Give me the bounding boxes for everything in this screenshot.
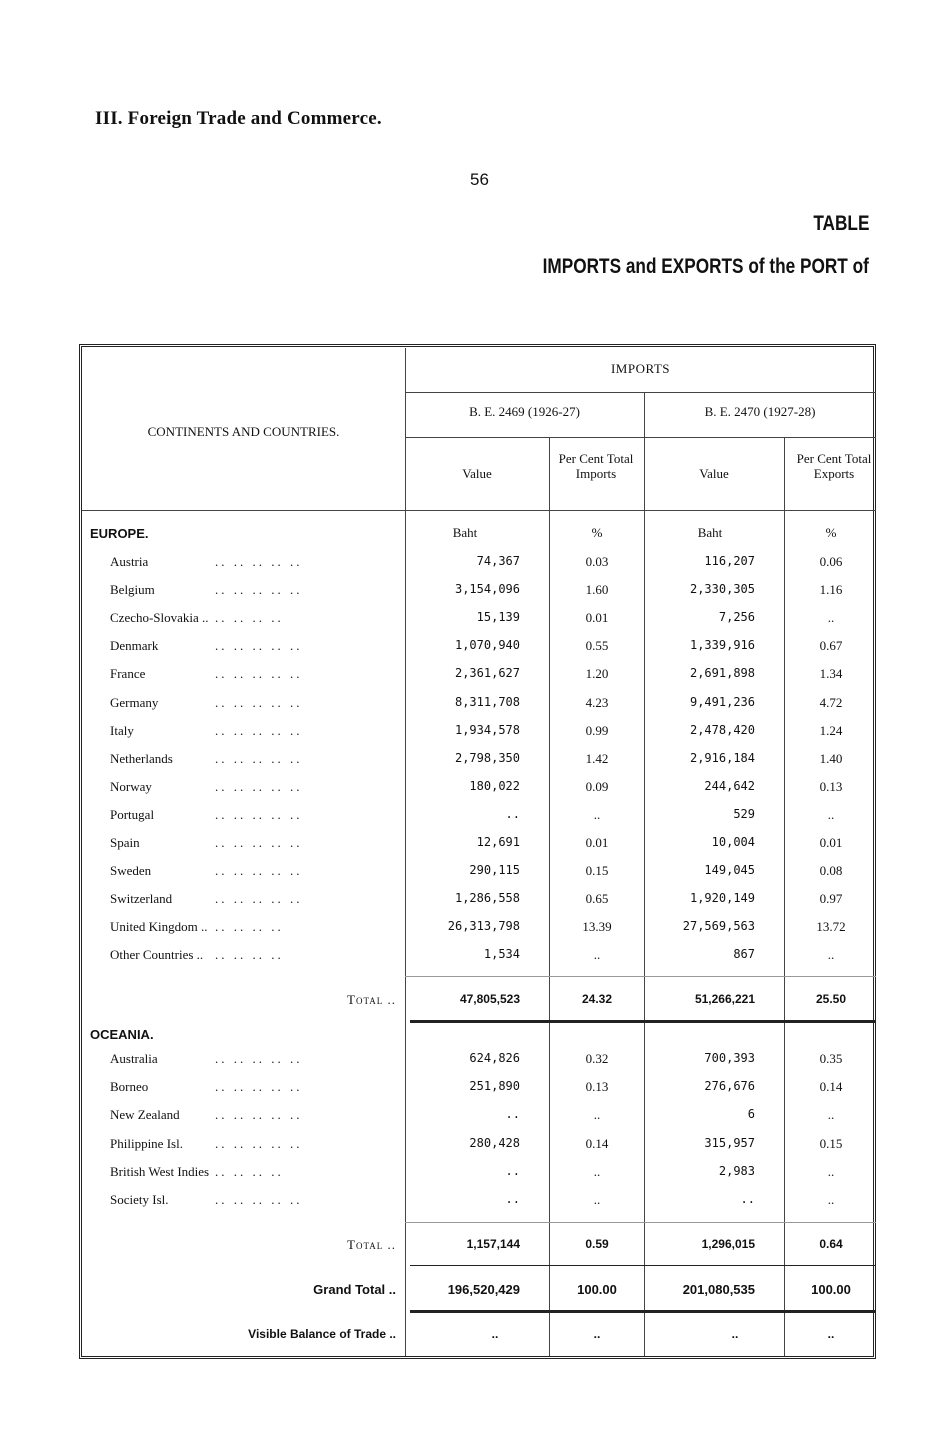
- percent-1926: 0.03: [585, 554, 609, 569]
- country-name: Norway: [110, 778, 152, 794]
- page-number: 56: [470, 170, 489, 189]
- unit-baht: Baht: [697, 525, 723, 540]
- leader-dots: .. .. .. .. ..: [215, 863, 303, 879]
- country-name: Philippine Isl.: [110, 1135, 183, 1151]
- value-1926: 2,361,627: [454, 666, 520, 681]
- leader-dots: .. .. .. .. ..: [215, 1051, 303, 1066]
- country-name: Austria: [110, 554, 149, 569]
- percent-1926: 1.60: [585, 582, 609, 598]
- imports-group-header: IMPORTS: [610, 361, 671, 376]
- header-rule: [405, 437, 876, 438]
- percent-1926: 4.23: [585, 694, 609, 710]
- leader-dots: .. .. .. .. ..: [215, 554, 303, 569]
- leader-dots: .. .. .. ..: [215, 1163, 284, 1179]
- percent-1927: 0.14: [819, 1079, 843, 1095]
- percent-1927: 0.15: [819, 1135, 843, 1151]
- percent-1926: 0.01: [585, 835, 609, 850]
- total-percent: 0.59: [585, 1237, 609, 1251]
- country-name: Portugal: [110, 806, 155, 822]
- value-1926: 290,115: [469, 863, 520, 878]
- table-row: [0, 835, 941, 863]
- percent-1926: 1.20: [585, 666, 609, 682]
- percent-1927: ..: [827, 947, 835, 963]
- total-value: 47,805,523: [459, 992, 520, 1006]
- percent-1927: 0.35: [819, 1051, 843, 1066]
- leader-dots: .. .. .. .. ..: [215, 1135, 303, 1151]
- total-rule: [410, 1265, 876, 1266]
- percent-1927: 0.01: [819, 835, 843, 850]
- continent-europe: EUROPE.: [90, 526, 149, 541]
- percent-1926: 0.55: [585, 638, 609, 654]
- value-1927: 2,983: [718, 1163, 755, 1178]
- value-1927: 700,393: [704, 1051, 755, 1065]
- percent-1926: 13.39: [582, 919, 612, 935]
- value-1927: 149,045: [704, 863, 755, 878]
- total-value: 1,157,144: [466, 1237, 520, 1251]
- leader-dots: .. .. .. ..: [215, 610, 284, 626]
- country-name: Belgium: [110, 582, 155, 598]
- country-name: New Zealand: [110, 1107, 180, 1123]
- total-percent: 25.50: [815, 992, 847, 1006]
- value-1927: ..: [740, 1192, 755, 1206]
- value-1927: 276,676: [704, 1079, 755, 1094]
- table-row: [0, 751, 941, 779]
- unit-percent: %: [591, 525, 603, 540]
- leader-dots: .. .. .. .. ..: [215, 694, 303, 710]
- value-1926: ..: [505, 806, 520, 821]
- percent-1926: 0.15: [585, 863, 609, 879]
- table-row: [0, 947, 941, 975]
- percent-1927: 0.08: [819, 863, 843, 879]
- units-row: [0, 525, 941, 553]
- leader-dots: .. .. .. .. ..: [215, 1192, 303, 1207]
- percent-1927: ..: [827, 1107, 835, 1123]
- value-header: Value: [462, 466, 492, 481]
- percent-1926: 0.65: [585, 891, 609, 907]
- percent-1927: 1.40: [819, 750, 843, 766]
- leader-dots: .. .. .. .. ..: [215, 1107, 303, 1123]
- unit-percent: %: [825, 525, 837, 540]
- leader-dots: .. .. .. .. ..: [215, 638, 303, 654]
- header-rule: [405, 392, 876, 393]
- leader-dots: .. .. .. .. ..: [215, 835, 303, 850]
- continents-header: CONTINENTS AND COUNTRIES.: [147, 424, 340, 439]
- value-1926: 2,798,350: [454, 750, 520, 765]
- percent-1927: 0.13: [819, 778, 843, 794]
- value-1926: 26,313,798: [447, 919, 520, 934]
- table-row: [0, 891, 941, 919]
- value-1927: 529: [733, 806, 755, 821]
- table-row: [0, 1079, 941, 1107]
- leader-dots: .. .. .. .. ..: [215, 582, 303, 598]
- table-row: [0, 1192, 941, 1220]
- table-row: [0, 779, 941, 807]
- table-row: [0, 863, 941, 891]
- leader-dots: .. .. .. .. ..: [215, 666, 303, 682]
- percent-1926: ..: [593, 806, 601, 822]
- percent-1926: 0.14: [585, 1135, 609, 1151]
- percent-1926: 0.13: [585, 1079, 609, 1095]
- year1-header: B. E. 2469 (1926-27): [469, 404, 580, 419]
- balance-percent: ..: [593, 1327, 601, 1341]
- value-1927: 6: [747, 1107, 755, 1122]
- value-header: Value: [699, 466, 729, 481]
- total-value: 1,296,015: [701, 1237, 755, 1251]
- percent-1926: 0.32: [585, 1051, 609, 1066]
- value-1926: 8,311,708: [454, 694, 520, 709]
- country-name: Italy: [110, 722, 134, 738]
- value-1927: 1,920,149: [689, 891, 755, 906]
- country-name: Germany: [110, 694, 159, 710]
- balance-label: Visible Balance of Trade ..: [248, 1327, 396, 1341]
- value-1926: 1,070,940: [454, 638, 520, 653]
- percent-1927: ..: [827, 1192, 835, 1207]
- table-row: [0, 554, 941, 582]
- subtotal-rule: [405, 1222, 876, 1223]
- percent-1927: 13.72: [816, 919, 846, 935]
- leader-dots: .. .. .. .. ..: [215, 806, 303, 822]
- total-rule: [410, 1020, 876, 1023]
- table-row: [0, 695, 941, 723]
- balance-value: ..: [491, 1327, 499, 1341]
- header-rule: [82, 510, 876, 511]
- table-row: [0, 723, 941, 751]
- total-rule: [410, 1310, 876, 1313]
- table-row: [0, 1136, 941, 1164]
- country-name: Other Countries ..: [110, 947, 204, 963]
- value-1927: 244,642: [704, 778, 755, 793]
- percent-1926: 1.42: [585, 750, 609, 766]
- total-percent: 0.64: [819, 1237, 843, 1251]
- table-row: [0, 807, 941, 835]
- country-name: British West Indies: [110, 1163, 210, 1179]
- grand-total-label: Grand Total ..: [313, 1282, 396, 1297]
- percent-1927: 0.67: [819, 638, 843, 654]
- country-name: Switzerland: [110, 891, 173, 907]
- continent-oceania: OCEANIA.: [90, 1027, 154, 1042]
- percent-1927: 1.34: [819, 666, 843, 682]
- value-1926: 280,428: [469, 1135, 520, 1150]
- grand-total-value: 201,080,535: [682, 1282, 755, 1297]
- leader-dots: .. .. .. .. ..: [215, 778, 303, 794]
- leader-dots: .. .. .. ..: [215, 919, 284, 935]
- value-1927: 2,916,184: [689, 750, 755, 765]
- value-1926: 74,367: [476, 554, 520, 568]
- country-name: Borneo: [110, 1079, 149, 1095]
- percent-1927: 0.97: [819, 891, 843, 907]
- value-1927: 2,691,898: [689, 666, 755, 681]
- value-1926: ..: [505, 1163, 520, 1178]
- table-label: TABLE: [812, 212, 869, 235]
- value-1926: ..: [505, 1107, 520, 1122]
- value-1927: 10,004: [711, 835, 755, 849]
- percent-1926: ..: [593, 1192, 601, 1207]
- percent-1927: 0.06: [819, 554, 843, 569]
- grand-total-value: 196,520,429: [447, 1282, 520, 1297]
- percent-1926: ..: [593, 947, 601, 963]
- table-row: [0, 1107, 941, 1135]
- table-row: [0, 638, 941, 666]
- value-1926: 12,691: [476, 835, 520, 849]
- value-1926: 1,534: [483, 947, 520, 962]
- percent-1926: 0.09: [585, 778, 609, 794]
- leader-dots: .. .. .. .. ..: [215, 722, 303, 738]
- country-name: Sweden: [110, 863, 152, 879]
- table-row: [0, 666, 941, 694]
- percent-1926: ..: [593, 1107, 601, 1123]
- value-1927: 2,478,420: [689, 722, 755, 737]
- value-1927: 9,491,236: [689, 694, 755, 709]
- table-row: [0, 610, 941, 638]
- value-1926: ..: [505, 1192, 520, 1206]
- balance-percent: ..: [827, 1327, 835, 1341]
- unit-baht: Baht: [452, 525, 478, 540]
- value-1927: 27,569,563: [682, 919, 755, 934]
- leader-dots: .. .. .. ..: [215, 947, 284, 963]
- value-1927: 315,957: [704, 1135, 755, 1150]
- percent-1927: 1.24: [819, 722, 843, 738]
- country-name: Spain: [110, 835, 140, 850]
- value-1927: 1,339,916: [689, 638, 755, 653]
- table-row: [0, 582, 941, 610]
- value-1927: 116,207: [704, 554, 755, 568]
- value-1926: 3,154,096: [454, 582, 520, 597]
- table-row: [0, 919, 941, 947]
- balance-value: ..: [731, 1327, 739, 1341]
- total-percent: 24.32: [581, 992, 613, 1006]
- country-name: France: [110, 666, 146, 682]
- country-name: Denmark: [110, 638, 159, 654]
- country-name: Society Isl.: [110, 1192, 169, 1207]
- percent-1926: 0.01: [585, 610, 609, 626]
- country-name: United Kingdom ..: [110, 919, 208, 935]
- percent-1926: ..: [593, 1163, 601, 1179]
- percent-1927: 4.72: [819, 694, 843, 710]
- value-1926: 251,890: [469, 1079, 520, 1094]
- value-1927: 2,330,305: [689, 582, 755, 597]
- leader-dots: .. .. .. .. ..: [215, 750, 303, 766]
- percent-1926: 0.99: [585, 722, 609, 738]
- value-1926: 180,022: [469, 778, 520, 793]
- country-name: Australia: [110, 1051, 158, 1066]
- year2-header: B. E. 2470 (1927-28): [704, 404, 816, 419]
- country-name: Czecho-Slovakia ..: [110, 610, 209, 626]
- percent-1927: ..: [827, 610, 835, 626]
- total-label: Total ..: [347, 992, 396, 1007]
- subtotal-rule: [405, 976, 876, 977]
- section-heading: III. Foreign Trade and Commerce.: [95, 108, 382, 129]
- table-title: IMPORTS and EXPORTS of the PORT of: [542, 255, 869, 278]
- total-label: Total ..: [347, 1237, 396, 1252]
- value-1926: 1,934,578: [454, 722, 520, 737]
- grand-total-percent: 100.00: [577, 1282, 617, 1297]
- grand-total-percent: 100.00: [811, 1282, 851, 1297]
- percent-1927: 1.16: [819, 582, 843, 598]
- value-1926: 624,826: [469, 1051, 520, 1065]
- value-1926: 1,286,558: [454, 891, 520, 906]
- total-value: 51,266,221: [694, 992, 755, 1006]
- leader-dots: .. .. .. .. ..: [215, 1079, 303, 1095]
- country-name: Netherlands: [110, 750, 173, 766]
- leader-dots: .. .. .. .. ..: [215, 891, 303, 907]
- value-1927: 7,256: [718, 610, 755, 625]
- pct-imports-header: Per Cent Total Imports: [558, 451, 634, 481]
- percent-1927: ..: [827, 1163, 835, 1179]
- value-1926: 15,139: [476, 610, 520, 625]
- value-1927: 867: [733, 947, 755, 962]
- table-row: [0, 1164, 941, 1192]
- percent-1927: ..: [827, 806, 835, 822]
- table-row: [0, 1051, 941, 1079]
- pct-exports-header: Per Cent Total Exports: [796, 451, 872, 481]
